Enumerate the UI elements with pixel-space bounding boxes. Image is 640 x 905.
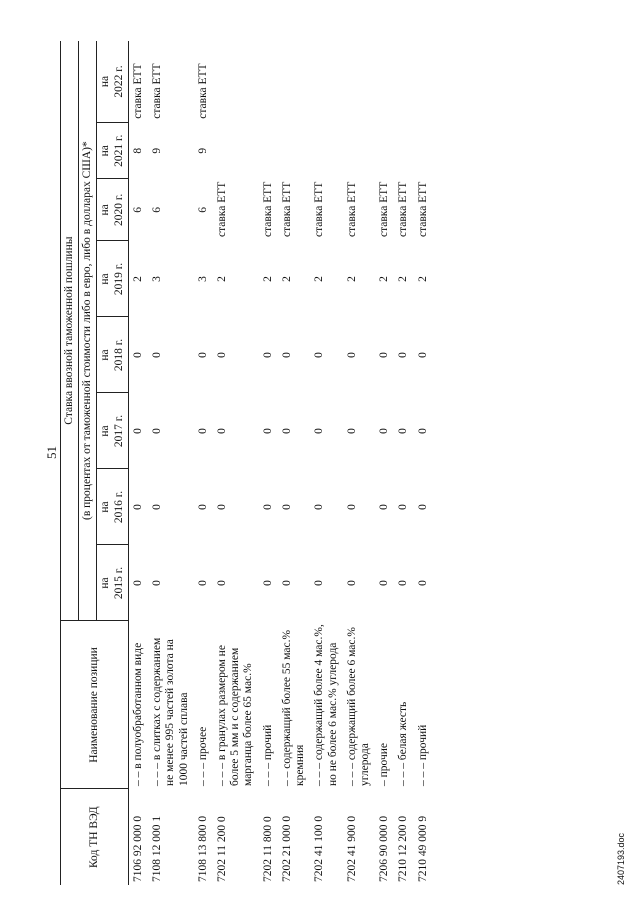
rate-cell: 0: [280, 580, 293, 586]
year-header: на 2022 г.: [97, 41, 128, 123]
year-header: на 2018 г.: [97, 317, 128, 393]
rate-cell: 0: [280, 352, 293, 358]
table-row: [394, 41, 413, 885]
rate-cell: 0: [131, 428, 144, 434]
hs-code: 7206 90 000 0: [378, 815, 391, 882]
table-row: [375, 41, 394, 885]
rate-cell: 0: [261, 352, 274, 358]
rate-cell: [213, 123, 259, 179]
hs-code: 7202 21 000 0: [280, 815, 293, 882]
table-row: [259, 41, 278, 885]
table-row: [278, 41, 310, 885]
rate-cell: 0: [215, 504, 228, 510]
rate-cell: 0: [280, 428, 293, 434]
rate-cell: 0: [378, 504, 391, 510]
rate-cell: 2: [280, 276, 293, 282]
rate-cell: 0: [397, 352, 410, 358]
tariff-table: [60, 41, 433, 885]
position-name: – – содержащий более 55 мас.% кремния: [280, 629, 307, 786]
rate-cell: [259, 123, 278, 179]
rate-cell: 0: [378, 580, 391, 586]
position-name: – – – в гранулах размером не более 5 мм и с содержанием марганца более 65 мас.%: [215, 645, 255, 786]
rate-cell: [310, 41, 342, 123]
rate-cell: [394, 41, 413, 123]
rate-cell: 0: [397, 504, 410, 510]
year-header: на 2020 г.: [97, 179, 128, 241]
rate-cell: 0: [313, 352, 326, 358]
rate-cell: [414, 41, 433, 123]
rate-cell: 0: [313, 504, 326, 510]
rate-cell: 0: [261, 504, 274, 510]
table-row: [194, 41, 213, 885]
table-row: [213, 41, 259, 885]
header-name: Наименование позиции: [61, 621, 129, 789]
rate-cell: ставка ЕТТ: [280, 181, 293, 237]
hs-code: 7202 11 800 0: [261, 816, 274, 882]
rate-cell: 0: [345, 428, 358, 434]
hs-code: 7106 92 000 0: [131, 815, 144, 882]
rate-cell: 0: [345, 504, 358, 510]
rate-cell: ставка ЕТТ: [131, 63, 144, 119]
rate-cell: ставка ЕТТ: [215, 181, 228, 237]
position-name: – – – прочее: [196, 726, 209, 786]
rate-cell: 0: [131, 580, 144, 586]
rate-cell: 2: [378, 276, 391, 282]
rate-cell: 0: [261, 428, 274, 434]
rate-cell: 0: [196, 504, 209, 510]
rate-cell: 0: [151, 428, 164, 434]
rate-cell: 0: [397, 580, 410, 586]
header-rate-subtitle: (в процентах от таможенной стоимости либо в евро, либо в долларах США)*: [79, 41, 97, 621]
rate-cell: 0: [313, 580, 326, 586]
rate-cell: 0: [215, 428, 228, 434]
rate-cell: 0: [416, 428, 429, 434]
rate-cell: ставка ЕТТ: [345, 181, 358, 237]
position-name: – – – содержащий более 6 мас.% углерода: [345, 627, 371, 786]
rate-cell: [278, 123, 310, 179]
rate-cell: 0: [215, 580, 228, 586]
rate-cell: 2: [261, 276, 274, 282]
position-name: – – – содержащий более 4 мас.%, но не более 6 мас.% углерода: [313, 624, 339, 786]
rate-cell: 0: [151, 352, 164, 358]
year-header: на 2016 г.: [97, 469, 128, 545]
rate-cell: [343, 41, 375, 123]
table-row: [414, 41, 433, 885]
rate-cell: [310, 123, 342, 179]
rate-cell: 6: [196, 206, 209, 213]
rate-cell: 0: [131, 504, 144, 510]
rate-cell: 6: [131, 206, 144, 213]
rate-cell: [343, 123, 375, 179]
rate-cell: 0: [196, 352, 209, 358]
hs-code: 7108 12 000 1: [151, 815, 164, 882]
position-name: – прочие: [378, 742, 391, 786]
rate-cell: ставка ЕТТ: [151, 63, 164, 119]
header-rate-title: Ставка ввозной таможенной пошлины: [61, 41, 79, 621]
rate-cell: 0: [378, 428, 391, 434]
rate-cell: [394, 123, 413, 179]
page-number: 51: [44, 446, 59, 459]
year-header: на 2019 г.: [97, 241, 128, 317]
rate-cell: 2: [313, 276, 326, 282]
rate-cell: ставка ЕТТ: [397, 181, 410, 237]
rate-cell: 0: [313, 428, 326, 434]
year-header: на 2015 г.: [97, 545, 128, 621]
rate-cell: 0: [345, 352, 358, 358]
rate-cell: ставка ЕТТ: [196, 63, 209, 119]
rate-cell: 9: [196, 147, 209, 154]
rate-cell: [375, 123, 394, 179]
rate-cell: 6: [151, 206, 164, 213]
rate-cell: 0: [215, 352, 228, 358]
hs-code: 7108 13 800 0: [196, 815, 209, 882]
rate-cell: 0: [416, 580, 429, 586]
hs-code: 7210 49 000 9: [416, 815, 429, 882]
rate-cell: [414, 123, 433, 179]
table-row: [310, 41, 342, 885]
position-name: – – в полуобработанном виде: [131, 642, 144, 786]
rate-cell: [375, 41, 394, 123]
rate-cell: 0: [151, 580, 164, 586]
rate-cell: 2: [131, 276, 144, 282]
rate-cell: [278, 41, 310, 123]
rate-cell: ставка ЕТТ: [416, 181, 429, 237]
rate-cell: 0: [416, 504, 429, 510]
rate-cell: 0: [280, 504, 293, 510]
rate-cell: 0: [345, 580, 358, 586]
rate-cell: [259, 41, 278, 123]
rate-cell: ставка ЕТТ: [313, 181, 326, 237]
position-name: – – – в слитках с содержанием не менее 995 частей золота на 1000 частей сплава: [151, 637, 190, 786]
hs-code: 7202 41 100 0: [313, 815, 326, 882]
rate-cell: 0: [261, 580, 274, 586]
document-footer: 2407193.doc: [616, 832, 626, 885]
rate-cell: 0: [131, 352, 144, 358]
hs-code: 7202 11 200 0: [215, 816, 228, 882]
rate-cell: 9: [151, 147, 164, 154]
position-name: – – – прочий: [416, 724, 429, 786]
hs-code: 7210 12 200 0: [397, 815, 410, 882]
rate-cell: 0: [397, 428, 410, 434]
position-name: – – – белая жесть: [397, 701, 410, 786]
rate-cell: ставка ЕТТ: [261, 181, 274, 237]
rate-cell: 3: [196, 276, 209, 282]
position-name: – – – прочий: [261, 724, 274, 786]
rate-cell: 0: [416, 352, 429, 358]
header-code: Код ТН ВЭД: [61, 789, 129, 885]
year-header: на 2021 г.: [97, 123, 128, 179]
rate-cell: 0: [196, 580, 209, 586]
rate-cell: 8: [131, 147, 144, 154]
rate-cell: 2: [416, 276, 429, 282]
rate-cell: 0: [196, 428, 209, 434]
rate-cell: 2: [215, 276, 228, 282]
hs-code: 7202 41 900 0: [345, 815, 358, 882]
rate-cell: 2: [397, 276, 410, 282]
table-row: [128, 41, 148, 885]
year-header: на 2017 г.: [97, 393, 128, 469]
table-row: [343, 41, 375, 885]
rate-cell: 3: [151, 276, 164, 282]
rate-cell: ставка ЕТТ: [378, 181, 391, 237]
rate-cell: [213, 41, 259, 123]
rate-cell: 2: [345, 276, 358, 282]
rate-cell: 0: [378, 352, 391, 358]
table-row: [148, 41, 194, 885]
rate-cell: 0: [151, 504, 164, 510]
